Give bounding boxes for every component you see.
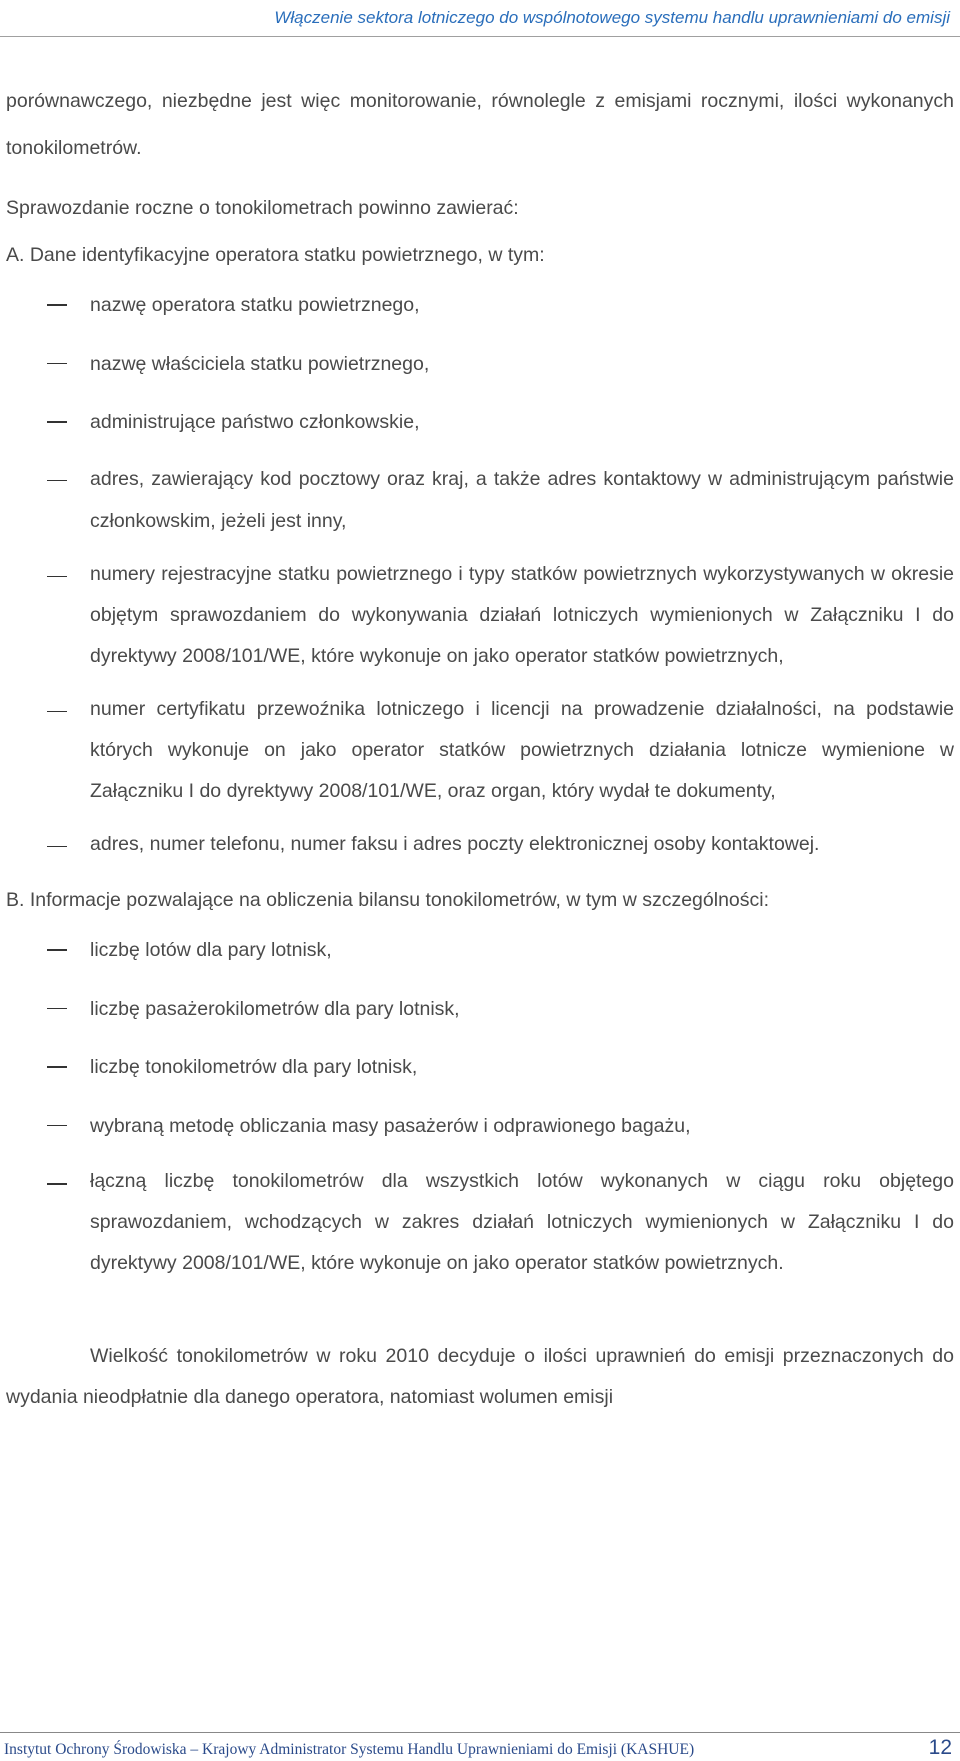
- page-number: 12: [928, 1736, 952, 1759]
- report-heading: Sprawozdanie roczne o tonokilometrach powinno zawierać:: [6, 197, 519, 219]
- list-item: [6, 1103, 954, 1150]
- dash-bullet-icon: [47, 421, 67, 423]
- dash-bullet-icon: [47, 1125, 67, 1127]
- page-header: [0, 0, 960, 37]
- dash-bullet-icon: [47, 576, 67, 578]
- list-item-text: łączną liczbę tonokilometrów dla wszystkich lotów wykonanych w ciągu roku objętego sprawozdaniem, wchodzących w zakres działań lotniczych wymienionych w Załączniku I do dyrektywy 2008/101/WE, które wykonuje on jako operator statków powietrznych.: [90, 1170, 954, 1274]
- list-item-text: adres, zawierający kod pocztowy oraz kraj, a także adres kontaktowy w administrującym państwie członkowskim, jeżeli jest inny,: [90, 467, 954, 532]
- footer-divider: [0, 1732, 960, 1733]
- list-item: [6, 689, 954, 812]
- section-a-list: [6, 282, 954, 865]
- list-item-text: liczbę tonokilometrów dla pary lotnisk,: [90, 1056, 418, 1078]
- closing-paragraph: Wielkość tonokilometrów w roku 2010 decyduje o ilości uprawnień do emisji przeznaczonych do wydania nieodpłatnie dla danego operatora, natomiast wolumen emisji: [6, 1345, 954, 1408]
- dash-bullet-icon: [47, 1066, 67, 1068]
- list-item: [6, 1044, 954, 1091]
- list-item: [6, 1161, 954, 1284]
- list-item-text: nazwę operatora statku powietrznego,: [90, 294, 420, 316]
- list-item-text: numer certyfikatu przewoźnika lotniczego i licencji na prowadzenie działalności, na podstawie których wykonuje on jako operator statków powietrznych działania lotnicze wymienione w Załączniku I do dyrektywy 2008/101/WE, oraz organ, który wydał te dokumenty,: [90, 697, 954, 802]
- dash-bullet-icon: [47, 711, 67, 713]
- page-footer: [0, 1732, 960, 1761]
- intro-paragraph: porównawczego, niezbędne jest więc monitorowanie, równolegle z emisjami rocznymi, ilości wykonanych tonokilometrów.: [6, 90, 954, 159]
- list-item: [6, 399, 954, 446]
- section-b-list: [6, 927, 954, 1284]
- dash-bullet-icon: [47, 846, 67, 848]
- list-item: [6, 341, 954, 388]
- list-item: [6, 554, 954, 677]
- list-item: [6, 458, 954, 542]
- dash-bullet-icon: [47, 1008, 67, 1010]
- list-item-text: nazwę właściciela statku powietrznego,: [90, 352, 430, 375]
- document-body: [6, 78, 954, 1418]
- section-b-heading: B. Informacje pozwalające na obliczenia bilansu tonokilometrów, w tym w szczególności:: [6, 888, 770, 911]
- dash-bullet-icon: [47, 949, 67, 951]
- section-a-heading: A. Dane identyfikacyjne operatora statku powietrznego, w tym:: [6, 243, 545, 266]
- dash-bullet-icon: [47, 304, 67, 306]
- list-item-text: adres, numer telefonu, numer faksu i adres poczty elektronicznej osoby kontaktowej.: [90, 832, 820, 855]
- dash-bullet-icon: [47, 480, 67, 482]
- dash-bullet-icon: [47, 1183, 67, 1185]
- list-item: [6, 927, 954, 974]
- list-item: [6, 824, 954, 865]
- header-title: Włączenie sektora lotniczego do wspólnotowego systemu handlu uprawnieniami do emisji: [274, 8, 950, 27]
- list-item-text: administrujące państwo członkowskie,: [90, 411, 420, 433]
- list-item: [6, 986, 954, 1033]
- list-item-text: liczbę pasażerokilometrów dla pary lotnisk,: [90, 997, 460, 1020]
- list-item-text: wybraną metodę obliczania masy pasażerów i odprawionego bagażu,: [90, 1114, 691, 1137]
- list-item-text: liczbę lotów dla pary lotnisk,: [90, 939, 332, 961]
- dash-bullet-icon: [47, 363, 67, 365]
- list-item-text: numery rejestracyjne statku powietrznego i typy statków powietrznych wykorzystywanych w okresie objętym sprawozdaniem do wykonywania działań lotniczych wymienionych w Załączniku I do dyrektywy 2008/101/WE, które wykonuje on jako operator statków powietrznych,: [90, 562, 954, 667]
- footer-text: Instytut Ochrony Środowiska – Krajowy Administrator Systemu Handlu Uprawnieniami do Emisji (KASHUE): [4, 1741, 695, 1758]
- list-item: [6, 282, 954, 329]
